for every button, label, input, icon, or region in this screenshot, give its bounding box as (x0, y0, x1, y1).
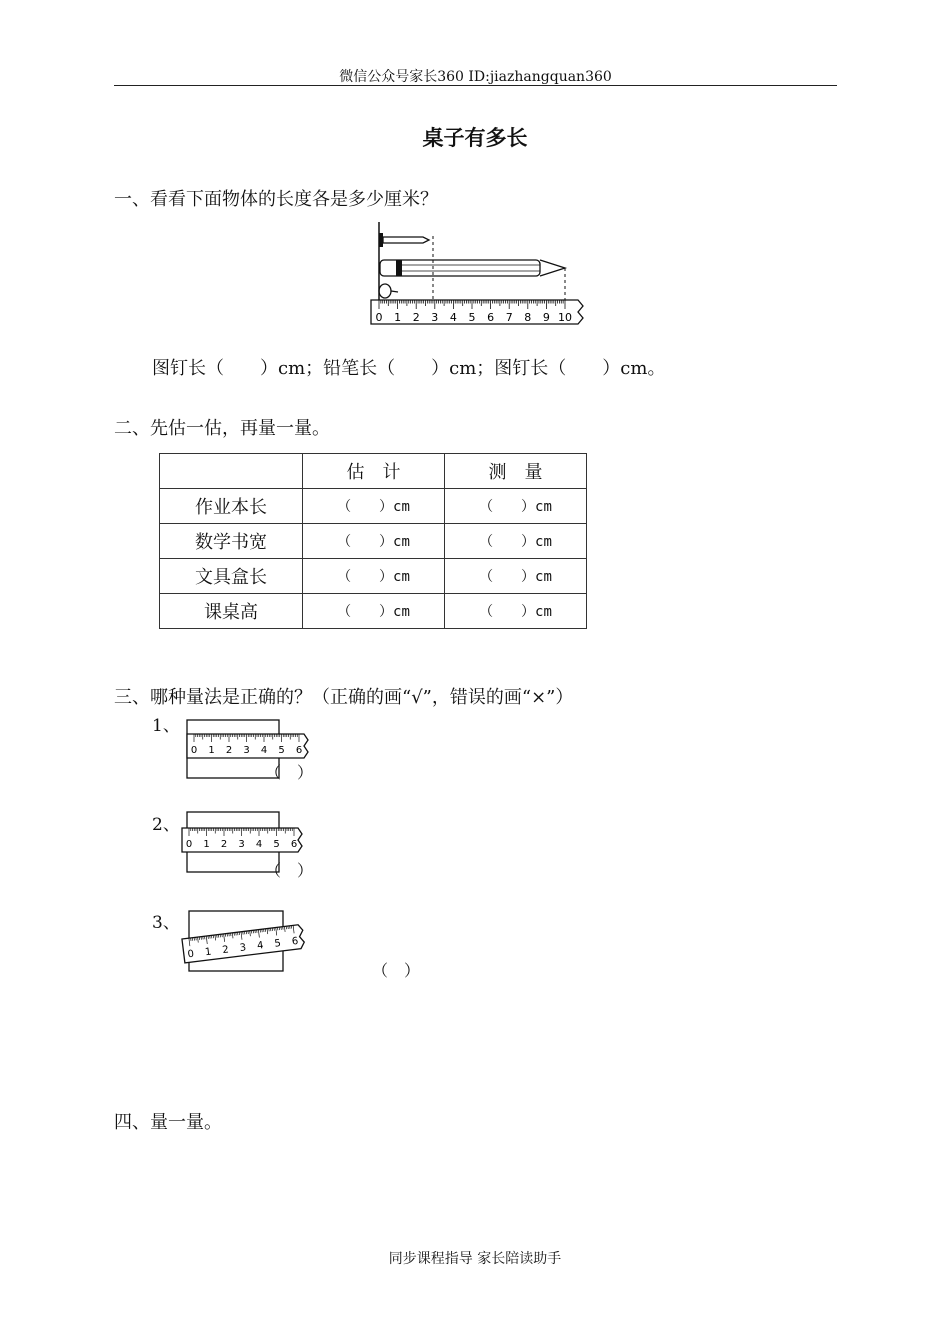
answer-3[interactable]: （ ） (372, 961, 421, 980)
ruler-label: 2 (220, 839, 228, 850)
measure-blank[interactable]: （ ）cm (445, 559, 587, 594)
ruler-label: 5 (273, 839, 280, 850)
estimate-blank[interactable]: （ ）cm (303, 524, 445, 559)
ruler-label: 2 (225, 745, 233, 756)
ruler-label: 4 (256, 940, 265, 952)
pencil-pushpin-ruler-figure (365, 218, 590, 330)
estimate-blank[interactable]: （ ）cm (303, 594, 445, 629)
item3-label: 3、 (152, 913, 180, 933)
ruler-label: 4 (449, 311, 457, 324)
table-row (160, 524, 587, 559)
small-pushpin-icon (379, 284, 398, 298)
row-item: 文具盒长 (160, 559, 303, 594)
section4-question: 四、量一量。 (114, 1112, 222, 1133)
ruler-label: 6 (295, 745, 303, 756)
ruler-label: 0 (190, 745, 198, 756)
ruler-label: 3 (243, 745, 250, 756)
measure-blank[interactable]: （ ）cm (445, 524, 587, 559)
estimate-blank[interactable]: （ ）cm (303, 559, 445, 594)
ruler-label: 6 (290, 839, 298, 850)
ruler-label: 1 (208, 745, 215, 756)
ruler-label: 4 (260, 745, 268, 756)
ruler-label: 10 (558, 311, 572, 324)
ruler-label: 5 (273, 938, 282, 950)
page-header: 微信公众号家长360 ID:jiazhangquan360 (339, 69, 612, 85)
measure-blank[interactable]: （ ）cm (445, 594, 587, 629)
ruler-label: 6 (291, 935, 299, 948)
measure-figure-3 (180, 908, 310, 974)
ruler-label: 1 (394, 311, 402, 324)
section3-question: 三、哪种量法是正确的？（正确的画“√”，错误的画“×”） (114, 687, 574, 708)
ruler-label: 1 (203, 839, 210, 850)
header-divider (114, 85, 837, 86)
ruler-label: 0 (375, 311, 383, 324)
ruler-label: 2 (221, 944, 230, 957)
section1-fill-in: 图钉长（ ）cm；铅笔长（ ）cm；图钉长（ ）cm。 (152, 358, 666, 379)
row-item: 作业本长 (160, 489, 303, 524)
pushpin-icon (379, 233, 429, 247)
ruler-label: 5 (278, 745, 285, 756)
item1-label: 1、 (152, 716, 180, 736)
ruler-label: 0 (187, 948, 195, 961)
table-header-estimate: 估 计 (303, 454, 445, 489)
ruler-label: 3 (431, 311, 439, 324)
pencil-icon (380, 260, 565, 276)
answer-2[interactable]: （ ） (265, 861, 314, 880)
item2-label: 2、 (152, 815, 180, 835)
ruler-label: 0 (185, 839, 193, 850)
ruler-label: 2 (412, 311, 420, 324)
estimate-blank[interactable]: （ ）cm (303, 489, 445, 524)
table-header-row (160, 454, 587, 489)
row-item: 课桌高 (160, 594, 303, 629)
table-row (160, 559, 587, 594)
ruler-label: 1 (204, 946, 213, 959)
measure-blank[interactable]: （ ）cm (445, 489, 587, 524)
answer-1[interactable]: （ ） (265, 763, 314, 782)
ruler-label: 8 (524, 311, 532, 324)
ruler-label: 7 (505, 311, 513, 324)
section2-question: 二、先估一估，再量一量。 (114, 418, 330, 439)
page-title: 桌子有多长 (422, 126, 528, 150)
ruler-label: 4 (255, 839, 263, 850)
table-row (160, 489, 587, 524)
ruler-label: 6 (487, 311, 495, 324)
ruler-label: 3 (238, 839, 245, 850)
page-footer: 同步课程指导 家长陪读助手 (388, 1251, 562, 1267)
row-item: 数学书宽 (160, 524, 303, 559)
ruler-label: 5 (468, 311, 476, 324)
table-header-item (160, 454, 303, 489)
table-row (160, 594, 587, 629)
section1-question: 一、看看下面物体的长度各是多少厘米？ (114, 189, 438, 210)
ruler-label: 9 (542, 311, 550, 324)
table-header-measure: 测 量 (445, 454, 587, 489)
ruler-label: 3 (239, 942, 247, 955)
estimate-table (159, 453, 587, 629)
